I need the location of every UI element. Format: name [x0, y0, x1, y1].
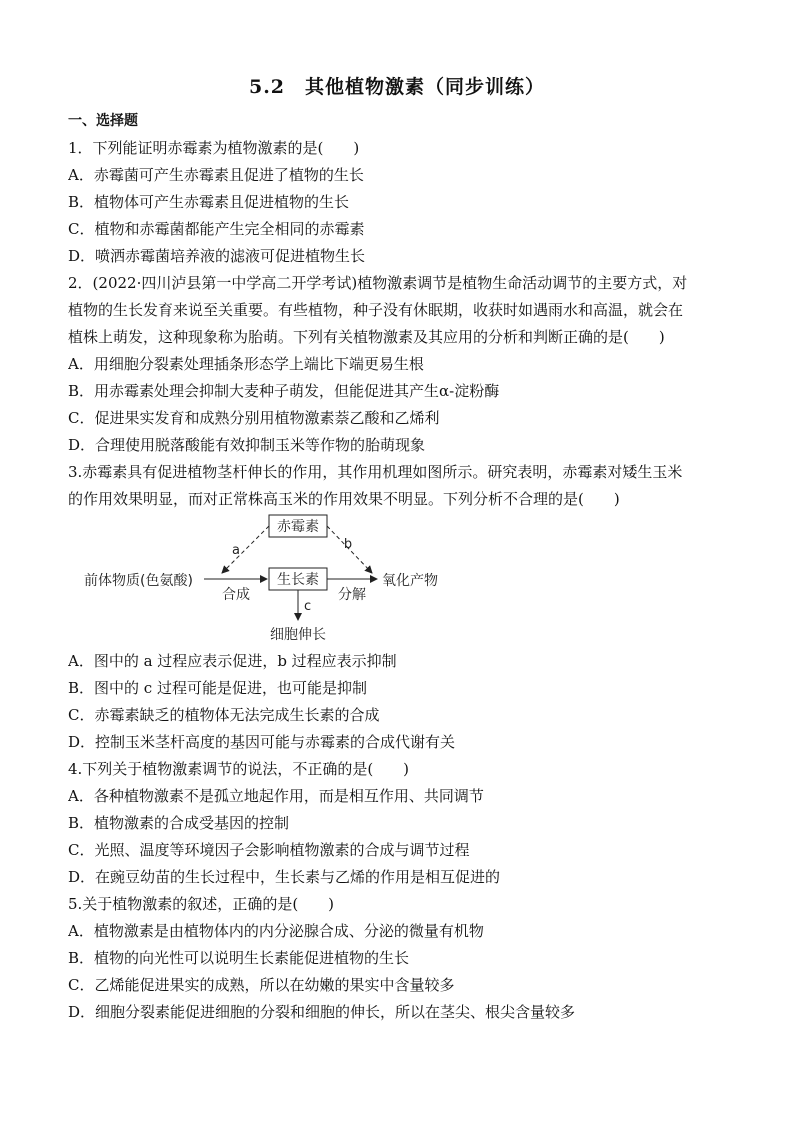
question-2-option-b: B．用赤霉素处理会抑制大麦种子萌发，但能促进其产生α-淀粉酶 — [68, 382, 500, 400]
question-4-stem: 4.下列关于植物激素调节的说法，不正确的是( ) — [68, 760, 410, 778]
question-1-option-b: B．植物体可产生赤霉素且促进植物的生长 — [68, 193, 350, 211]
synthesis-label: 合成 — [222, 587, 250, 603]
question-2-option-d: D．合理使用脱落酸能有效抑制玉米等作物的胎萌现象 — [68, 436, 426, 454]
question-4-option-b: B．植物激素的合成受基因的控制 — [68, 814, 290, 832]
question-1-option-c: C．植物和赤霉菌都能产生完全相同的赤霉素 — [68, 220, 365, 238]
page-title: 5.2 其他植物激素（同步训练） — [248, 76, 546, 98]
pathway-c-label: c — [304, 599, 312, 614]
question-3-option-b: B．图中的 c 过程可能是促进，也可能是抑制 — [68, 679, 367, 697]
cell-elongation-label: 细胞伸长 — [270, 627, 326, 643]
question-2-stem-line-3: 植株上萌发，这种现象称为胎萌。下列有关植物激素及其应用的分析和判断正确的是( ) — [68, 328, 665, 346]
question-2-stem-line-2: 植物的生长发育来说至关重要。有些植物，种子没有休眠期，收获时如遇雨水和高温，就会在 — [68, 301, 684, 319]
pathway-a-arrow — [222, 526, 269, 573]
question-1-stem: 1．下列能证明赤霉素为植物激素的是( ) — [68, 139, 360, 157]
question-4-option-d: D．在豌豆幼苗的生长过程中，生长素与乙烯的作用是相互促进的 — [68, 868, 501, 886]
question-5-option-a: A．植物激素是由植物体内的内分泌腺合成、分泌的微量有机物 — [68, 922, 484, 940]
section-heading: 一、选择题 — [68, 113, 138, 129]
question-2-option-c: C．促进果实发育和成熟分别用植物激素萘乙酸和乙烯利 — [68, 409, 440, 427]
question-4-option-a: A．各种植物激素不是孤立地起作用，而是相互作用、共同调节 — [68, 787, 484, 805]
question-3-option-c: C．赤霉素缺乏的植物体无法完成生长素的合成 — [68, 706, 380, 724]
oxidation-product-label: 氧化产物 — [382, 573, 438, 589]
question-2-option-a: A．用细胞分裂素处理插条形态学上端比下端更易生根 — [68, 355, 424, 373]
gibberellin-label: 赤霉素 — [277, 519, 319, 535]
auxin-label: 生长素 — [277, 572, 319, 588]
question-5-option-c: C．乙烯能促进果实的成熟，所以在幼嫩的果实中含量较多 — [68, 976, 455, 994]
question-1-option-d: D．喷洒赤霉菌培养液的滤液可促进植物生长 — [68, 247, 366, 265]
pathway-b-label: b — [343, 537, 353, 552]
question-3-option-d: D．控制玉米茎杆高度的基因可能与赤霉素的合成代谢有关 — [68, 733, 456, 751]
pathway-a-label: a — [232, 543, 240, 558]
question-2-stem-line-1: 2．(2022·四川泸县第一中学高二开学考试)植物激素调节是植物生命活动调节的主要方式，对 — [68, 274, 688, 292]
question-4-option-c: C．光照、温度等环境因子会影响植物激素的合成与调节过程 — [68, 841, 470, 859]
question-3-option-a: A．图中的 a 过程应表示促进，b 过程应表示抑制 — [68, 652, 397, 670]
mechanism-diagram — [80, 512, 470, 647]
question-3-stem-line-2: 的作用效果明显，而对正常株高玉米的作用效果不明显。下列分析不合理的是( ) — [68, 490, 620, 508]
question-3-stem-line-1: 3.赤霉素具有促进植物茎杆伸长的作用，其作用机理如图所示。研究表明，赤霉素对矮生玉米 — [68, 463, 683, 481]
question-5-option-b: B．植物的向光性可以说明生长素能促进植物的生长 — [68, 949, 410, 967]
decomposition-label: 分解 — [338, 587, 366, 603]
question-1-option-a: A．赤霉菌可产生赤霉素且促进了植物的生长 — [68, 166, 364, 184]
question-5-stem: 5.关于植物激素的叙述，正确的是( ) — [68, 895, 335, 913]
precursor-label: 前体物质(色氨酸) — [84, 573, 193, 589]
question-5-option-d: D．细胞分裂素能促进细胞的分裂和细胞的伸长，所以在茎尖、根尖含量较多 — [68, 1003, 576, 1021]
